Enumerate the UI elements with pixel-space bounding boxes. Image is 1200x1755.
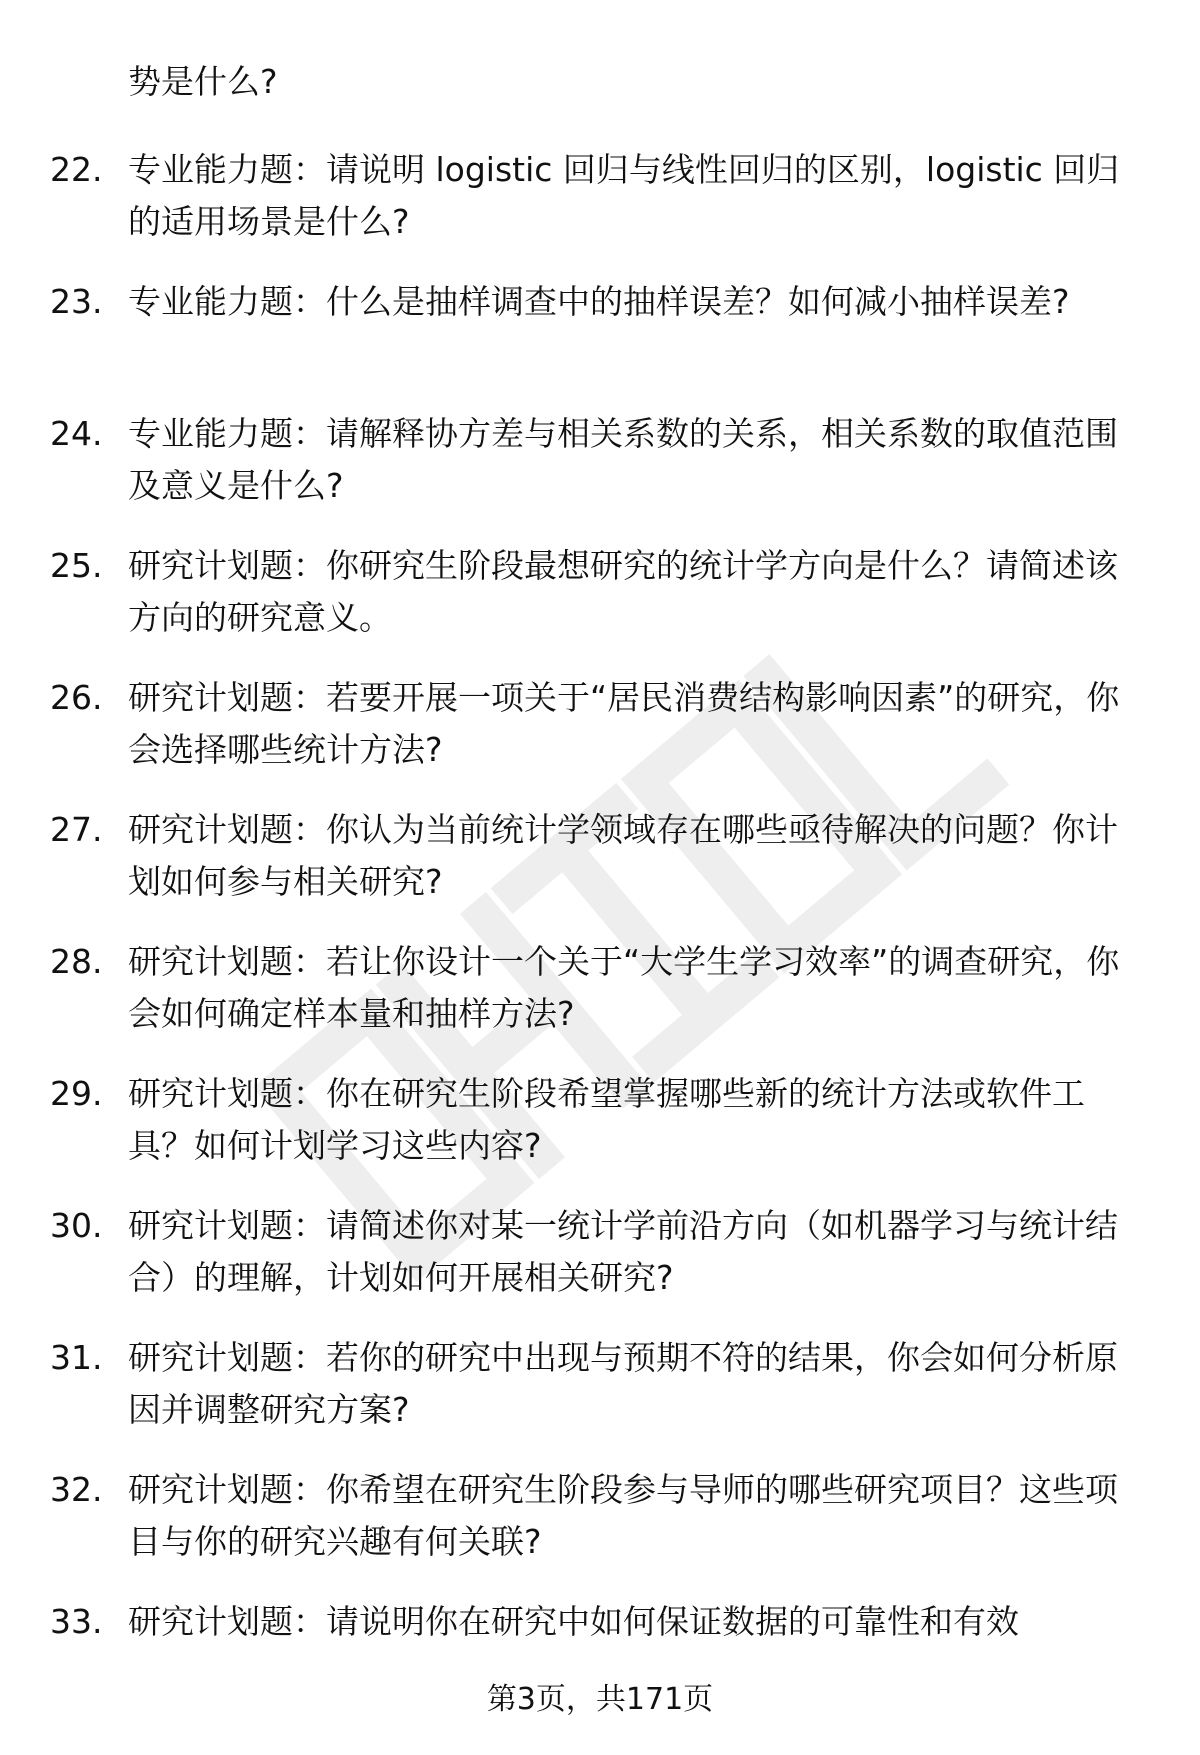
question-text: 研究计划题：你认为当前统计学领域存在哪些亟待解决的问题？你计划如何参与相关研究? [128, 810, 1118, 901]
question-item [0, 666, 1200, 798]
question-text: 研究计划题：你研究生阶段最想研究的统计学方向是什么？请简述该方向的研究意义。 [128, 546, 1118, 637]
question-number: 27. [50, 810, 103, 849]
question-text: 研究计划题：若你的研究中出现与预期不符的结果，你会如何分析原因并调整研究方案? [128, 1338, 1118, 1429]
page-footer: 第3页，共171页 [486, 1682, 714, 1717]
question-number: 31. [50, 1338, 103, 1377]
question-number: 25. [50, 546, 103, 585]
question-item [0, 1326, 1200, 1458]
question-number: 32. [50, 1470, 103, 1509]
continued-text: 势是什么? [128, 62, 278, 101]
question-text: 研究计划题：你希望在研究生阶段参与导师的哪些研究项目？这些项目与你的研究兴趣有何关联? [128, 1470, 1118, 1561]
question-item [0, 798, 1200, 930]
question-item [0, 1194, 1200, 1326]
question-number: 23. [50, 282, 103, 321]
question-item [0, 1458, 1200, 1590]
question-number: 30. [50, 1206, 103, 1245]
question-text: 研究计划题：你在研究生阶段希望掌握哪些新的统计方法或软件工具？如何计划学习这些内容? [128, 1074, 1085, 1165]
question-text: 研究计划题：若要开展一项关于“居民消费结构影响因素”的研究，你会选择哪些统计方法? [128, 678, 1120, 769]
question-number: 28. [50, 942, 103, 981]
question-number: 29. [50, 1074, 103, 1113]
question-text: 研究计划题：请说明你在研究中如何保证数据的可靠性和有效 [128, 1602, 1019, 1641]
question-number: 24. [50, 414, 103, 453]
question-number: 33. [50, 1602, 103, 1641]
question-number: 22. [50, 150, 103, 189]
question-text: 专业能力题：请说明 logistic 回归与线性回归的区别，logistic 回归的适用场景是什么? [128, 150, 1120, 241]
question-text: 研究计划题：请简述你对某一统计学前沿方向（如机器学习与统计结合）的理解，计划如何开展相关研究? [128, 1206, 1118, 1297]
question-text: 研究计划题：若让你设计一个关于“大学生学习效率”的调查研究，你会如何确定样本量和抽样方法? [128, 942, 1120, 1033]
question-item [0, 402, 1200, 534]
question-list [0, 138, 1200, 1722]
question-item [0, 930, 1200, 1062]
question-text: 专业能力题：请解释协方差与相关系数的关系，相关系数的取值范围及意义是什么? [128, 414, 1118, 505]
question-number: 26. [50, 678, 103, 717]
question-text: 专业能力题：什么是抽样调查中的抽样误差？如何减小抽样误差? [128, 282, 1070, 321]
question-item [0, 138, 1200, 270]
question-item [0, 1062, 1200, 1194]
question-item [0, 534, 1200, 666]
question-item [0, 270, 1200, 402]
